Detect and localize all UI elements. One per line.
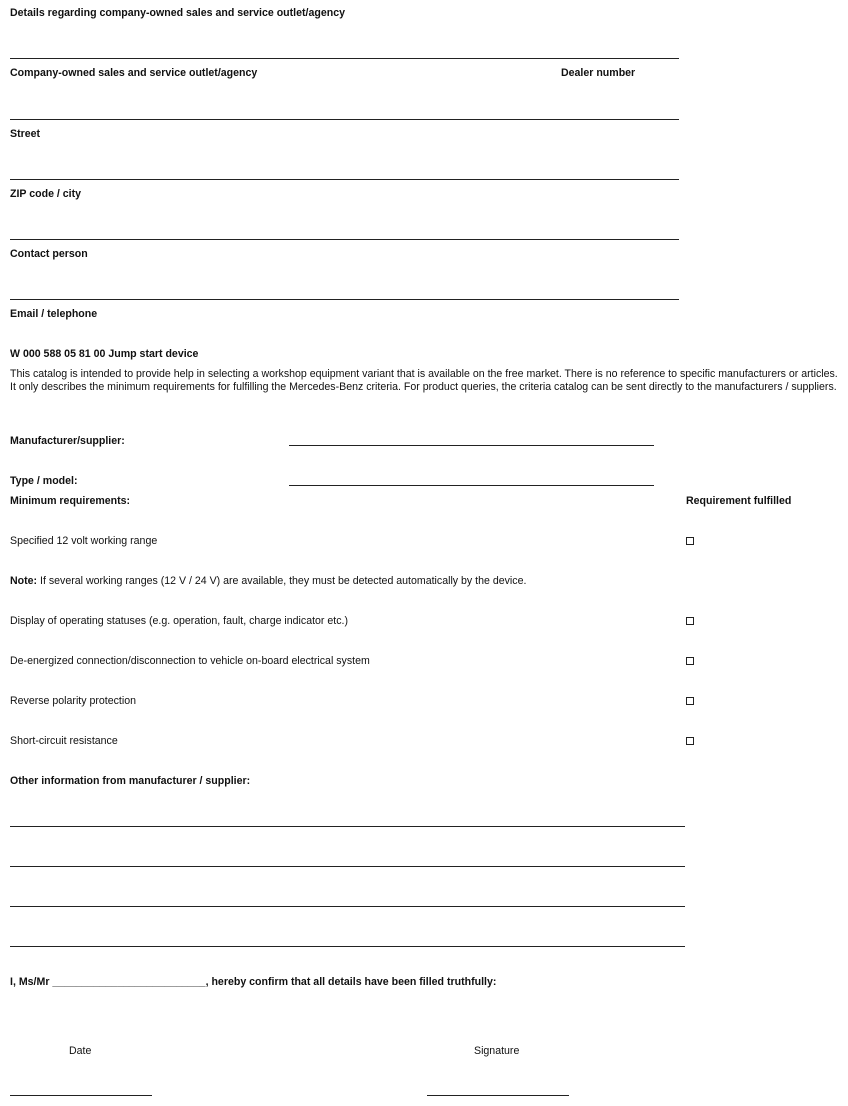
requirement-checkbox[interactable]: [686, 537, 694, 545]
other-info-line[interactable]: [10, 866, 685, 867]
requirement-note: [10, 575, 526, 588]
contact-person-label: Contact person: [10, 248, 88, 260]
dealer-number-label: Dealer number: [561, 67, 636, 79]
confirmation-prefix: I, Ms/Mr: [10, 976, 50, 988]
requirement-checkbox[interactable]: [686, 737, 694, 745]
requirement-checkbox[interactable]: [686, 697, 694, 705]
outlet-name-label: Company-owned sales and service outlet/agency: [10, 67, 258, 79]
requirement-item: Short-circuit resistance: [10, 735, 118, 747]
street-label: Street: [10, 128, 41, 140]
zip-city-label: ZIP code / city: [10, 188, 82, 200]
other-info-heading: Other information from manufacturer / supplier:: [10, 775, 251, 787]
signature-line[interactable]: [427, 1095, 569, 1096]
product-description: This catalog is intended to provide help in selecting a workshop equipment variant that is available on the free market. There is no reference to specific manufacturers or articles. It only describes the minimum requirements for fulfilling the Mercedes-Benz criteria. For product queries, the criteria catalog can be sent directly to the manufacturers / suppliers.: [10, 368, 838, 394]
requirement-fulfilled-heading: Requirement fulfilled: [686, 495, 792, 507]
requirement-item: Specified 12 volt working range: [10, 535, 158, 547]
signature-label: Signature: [474, 1045, 520, 1057]
confirmation-name-blank[interactable]: __________________________: [52, 976, 206, 988]
date-line[interactable]: [10, 1095, 152, 1096]
outlet-section-heading: Details regarding company-owned sales and service outlet/agency: [10, 7, 345, 19]
email-telephone-line[interactable]: [10, 299, 679, 300]
confirmation-statement: [10, 976, 496, 989]
other-info-line[interactable]: [10, 826, 685, 827]
requirement-item: De-energized connection/disconnection to vehicle on-board electrical system: [10, 655, 370, 667]
manufacturer-line[interactable]: [289, 445, 654, 446]
note-label: Note:: [10, 575, 38, 587]
other-info-line[interactable]: [10, 946, 685, 947]
street-line[interactable]: [10, 119, 679, 120]
contact-person-line[interactable]: [10, 239, 679, 240]
type-model-label: Type / model:: [10, 475, 78, 487]
requirement-item: Reverse polarity protection: [10, 695, 137, 707]
min-requirements-heading: Minimum requirements:: [10, 495, 131, 507]
outlet-name-line[interactable]: [10, 58, 679, 59]
email-telephone-label: Email / telephone: [10, 308, 98, 320]
manufacturer-label: Manufacturer/supplier:: [10, 435, 125, 447]
requirement-checkbox[interactable]: [686, 617, 694, 625]
note-text: If several working ranges (12 V / 24 V) are available, they must be detected automatically by the device.: [37, 575, 527, 587]
requirement-checkbox[interactable]: [686, 657, 694, 665]
product-title: W 000 588 05 81 00 Jump start device: [10, 348, 199, 360]
date-label: Date: [69, 1045, 92, 1057]
type-model-line[interactable]: [289, 485, 654, 486]
requirement-item: Display of operating statuses (e.g. operation, fault, charge indicator etc.): [10, 615, 349, 627]
other-info-line[interactable]: [10, 906, 685, 907]
zip-city-line[interactable]: [10, 179, 679, 180]
confirmation-suffix: , hereby confirm that all details have been filled truthfully:: [205, 976, 497, 988]
